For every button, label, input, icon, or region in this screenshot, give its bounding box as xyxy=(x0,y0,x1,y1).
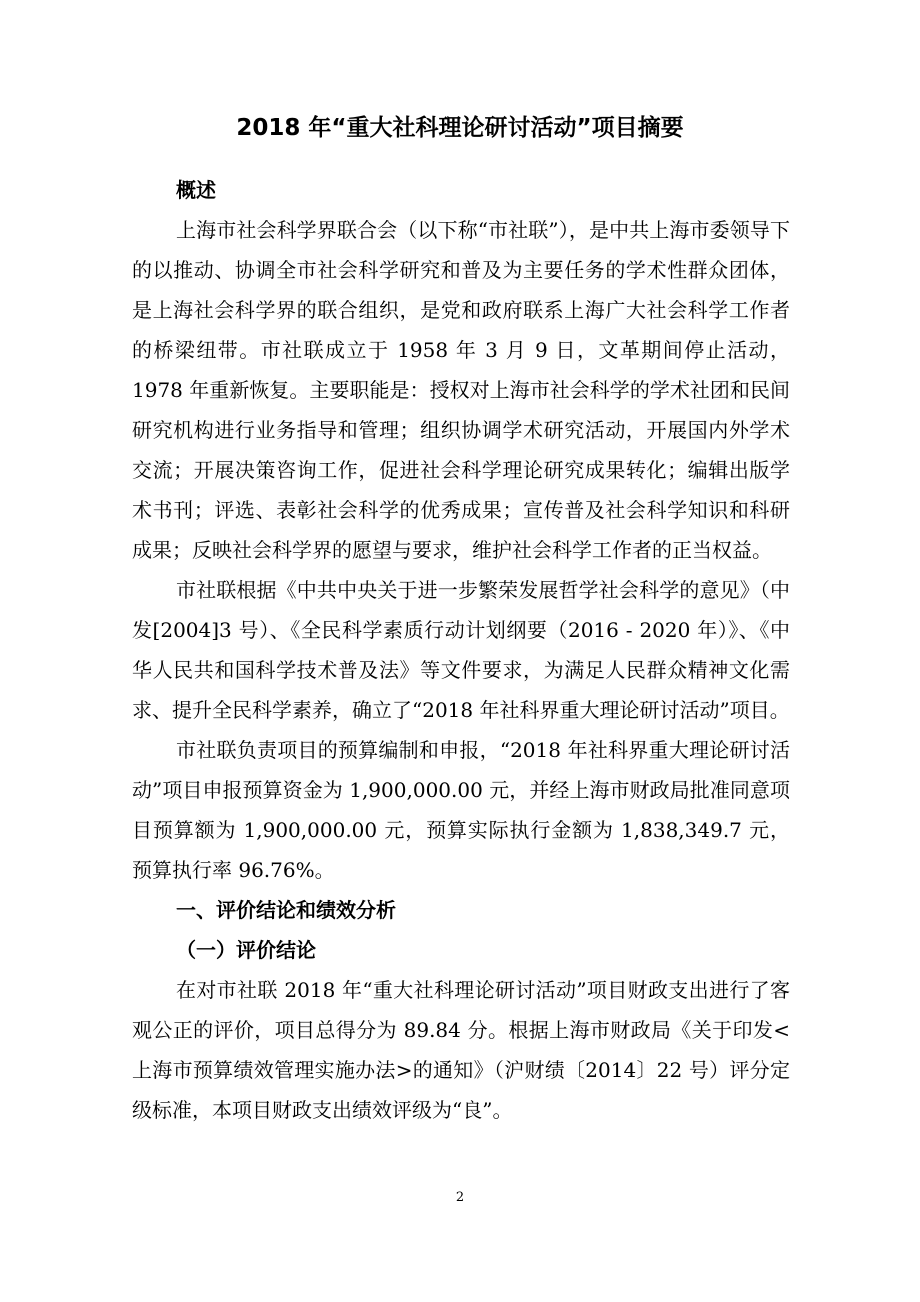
document-title: 2018 年“重大社科理论研讨活动”项目摘要 xyxy=(236,115,684,141)
document-body xyxy=(132,170,790,1130)
page-number: 2 xyxy=(455,1190,465,1205)
paragraph-budget: 市社联负责项目的预算编制和申报，“2018 年社科界重大理论研讨活动”项目申报预算资金为 1,900,000.00 元，并经上海市财政局批准同意项目预算额为 1,900,000.00 元，预算实际执行金额为 1,838,349.7 元，预算执行率 96.76%。 xyxy=(132,738,790,882)
paragraph-organization-intro: 上海市社会科学界联合会（以下称“市社联”），是中共上海市委领导下的以推动、协调全市社会科学研究和普及为主要任务的学术性群众团体，是上海社会科学界的联合组织，是党和政府联系上海广大社会科学工作者的桥梁纽带。市社联成立于 1958 年 3 月 9 日，文革期间停止活动，1978 年重新恢复。主要职能是：授权对上海市社会科学的学术社团和民间研究机构进行业务指导和管理；组织协调学术研究活动，开展国内外学术交流；开展决策咨询工作，促进社会科学理论研究成果转化；编辑出版学术书刊；评选、表彰社会科学的优秀成果；宣传普及社会科学知识和科研成果；反映社会科学界的愿望与要求，维护社会科学工作者的正当权益。 xyxy=(132,218,790,562)
section-heading-evaluation: 一、评价结论和绩效分析 xyxy=(176,898,396,922)
section-heading-overview: 概述 xyxy=(176,178,216,202)
subsection-heading-conclusion: （一）评价结论 xyxy=(176,938,316,962)
paragraph-project-basis: 市社联根据《中共中央关于进一步繁荣发展哲学社会科学的意见》（中发[2004]3 号）、《全民科学素质行动计划纲要（2016 - 2020 年）》、《中华人民共和国科学技术普及法》等文件要求，为满足人民群众精神文化需求、提升全民科学素养，确立了“2018 年社科界重大理论研讨活动”项目。 xyxy=(132,578,790,722)
paragraph-evaluation-conclusion: 在对市社联 2018 年“重大社科理论研讨活动”项目财政支出进行了客观公正的评价，项目总得分为 89.84 分。根据上海市财政局《关于印发<上海市预算绩效管理实施办法>的通知》（沪财绩〔2014〕22 号）评分定级标准，本项目财政支出绩效评级为“良”。 xyxy=(132,978,790,1122)
